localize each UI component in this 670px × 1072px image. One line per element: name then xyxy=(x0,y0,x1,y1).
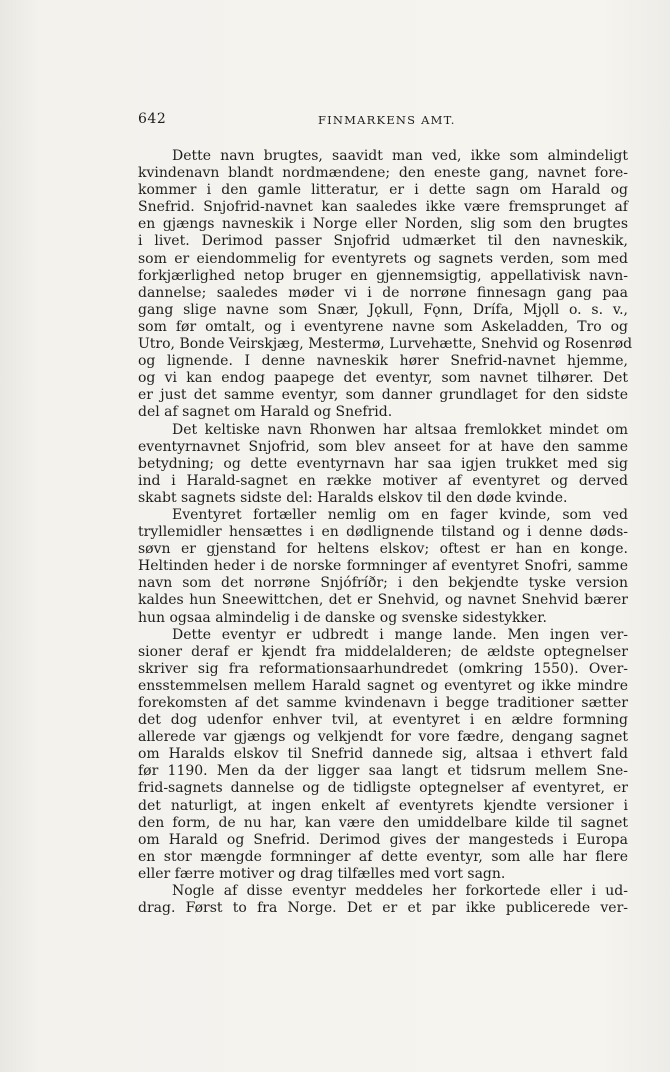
text-line: er just det samme eventyr, som danner grundlaget for den sidste xyxy=(138,387,628,404)
text-line: om Haralds elskov til Snefrid dannede sig, altsaa i ethvert fald xyxy=(138,746,628,763)
text-line: kvindenavn blandt nordmændene; den eneste gang, navnet fore- xyxy=(138,165,628,182)
text-line: forekomsten af det samme kvindenavn i begge traditioner sætter xyxy=(138,695,628,711)
running-head: FINMARKENS AMT. xyxy=(318,113,456,127)
text-line: betydning; og dette eventyrnavn har saa igjen trukket med sig xyxy=(138,455,628,472)
text-line: det dog udenfor enhver tvil, at eventyret i en ældre formning xyxy=(138,712,628,729)
text-line: ind i Harald-sagnet en række motiver af eventyret og derved xyxy=(138,472,628,489)
text-line: eventyrnavnet Snjofrid, som blev anseet for at have den samme xyxy=(138,438,628,455)
text-line: Nogle af disse eventyr meddeles her forkortede eller i ud- xyxy=(172,883,628,900)
text-line: sioner deraf er kjendt fra middelalderen; de ældste optegnelser xyxy=(138,643,628,660)
text-line: og vi kan endog paapege det eventyr, som navnet tilhører. Det xyxy=(138,370,628,387)
text-line: dannelse; saaledes møder vi i de norrøne finnesagn gang paa xyxy=(138,284,628,301)
text-line: det naturligt, at ingen enkelt af eventyrets kjendte versioner i xyxy=(138,797,628,814)
text-line: søvn er gjenstand for heltens elskov; oftest er han en konge. xyxy=(138,541,628,558)
text-line: hun ogsaa almindelig i de danske og svenske sidestykker. xyxy=(138,609,547,626)
text-line: den form, de nu har, kan være den umiddelbare kilde til sagnet xyxy=(138,814,628,831)
text-line: skriver sig fra reformationsaarhundredet (omkring 1550). Over- xyxy=(138,660,628,677)
text-line: Dette eventyr er udbredt i mange lande. Men ingen ver- xyxy=(172,626,628,643)
text-line: Eventyret fortæller nemlig om en fager kvinde, som ved xyxy=(172,506,628,523)
text-line: allerede var gjængs og velkjendt for vore fædre, dengang sagnet xyxy=(138,729,628,746)
body-text xyxy=(138,148,633,917)
text-line: Det keltiske navn Rhonwen har altsaa fremlokket mindet om xyxy=(172,421,628,438)
text-line: eller færre motiver og drag tilfælles med vort sagn. xyxy=(138,865,506,882)
text-line: ensstemmelsen mellem Harald sagnet og eventyret og ikke mindre xyxy=(138,677,628,694)
text-line: navn som det norrøne Snjófríðr; i den bekjendte tyske version xyxy=(138,575,628,592)
page-number: 642 xyxy=(138,111,167,127)
text-line: Dette navn brugtes, saavidt man ved, ikke som almindeligt xyxy=(172,148,628,164)
text-line: i livet. Derimod passer Snjofrid udmærket til den navneskik, xyxy=(138,233,628,250)
text-line: en stor mængde formninger af dette eventyr, som alle har flere xyxy=(138,848,628,865)
text-line: gang slige navne som Snær, Jǫkull, Fǫnn, Drífa, Mjǫll o. s. v., xyxy=(138,301,628,318)
text-line: før 1190. Men da der ligger saa langt et tidsrum mellem Sne- xyxy=(138,763,628,780)
text-line: og lignende. I denne navneskik hører Snefrid-navnet hjemme, xyxy=(138,353,628,370)
text-line: drag. Først to fra Norge. Det er et par ikke publicerede ver- xyxy=(138,900,628,917)
text-line: en gjængs navneskik i Norge eller Norden, slig som den brugtes xyxy=(138,216,628,233)
text-line: som før omtalt, og i eventyrene navne som Askeladden, Tro og xyxy=(138,318,628,335)
page-header xyxy=(138,111,628,131)
text-line: Utro, Bonde Veirskjæg, Mestermø, Lurvehætte, Snehvid og Rosenrød xyxy=(138,336,633,353)
text-line: kommer i den gamle litteratur, er i dette sagn om Harald og xyxy=(138,182,628,199)
text-line: skabt sagnets sidste del: Haralds elskov til den døde kvinde. xyxy=(138,489,568,506)
text-line: frid-sagnets dannelse og de tidligste optegnelser af eventyret, er xyxy=(138,780,628,797)
text-line: som er eiendommelig for eventyrets og sagnets verden, som med xyxy=(138,250,628,267)
text-line: forkjærlighed netop bruger en gjennemsigtig, appellativisk navn- xyxy=(138,267,628,284)
text-line: om Harald og Snefrid. Derimod gives der mangesteds i Europa xyxy=(138,831,628,848)
text-line: del af sagnet om Harald og Snefrid. xyxy=(138,404,393,421)
text-line: Heltinden heder i de norske formninger af eventyret Snofri, samme xyxy=(138,558,628,575)
text-line: tryllemidler hensættes i en dødlignende tilstand og i denne døds- xyxy=(138,524,628,541)
text-line: Snefrid. Snjofrid-navnet kan saaledes ikke være fremsprunget af xyxy=(138,199,628,216)
text-line: kaldes hun Sneewittchen, det er Snehvid, og navnet Snehvid bærer xyxy=(138,592,628,609)
